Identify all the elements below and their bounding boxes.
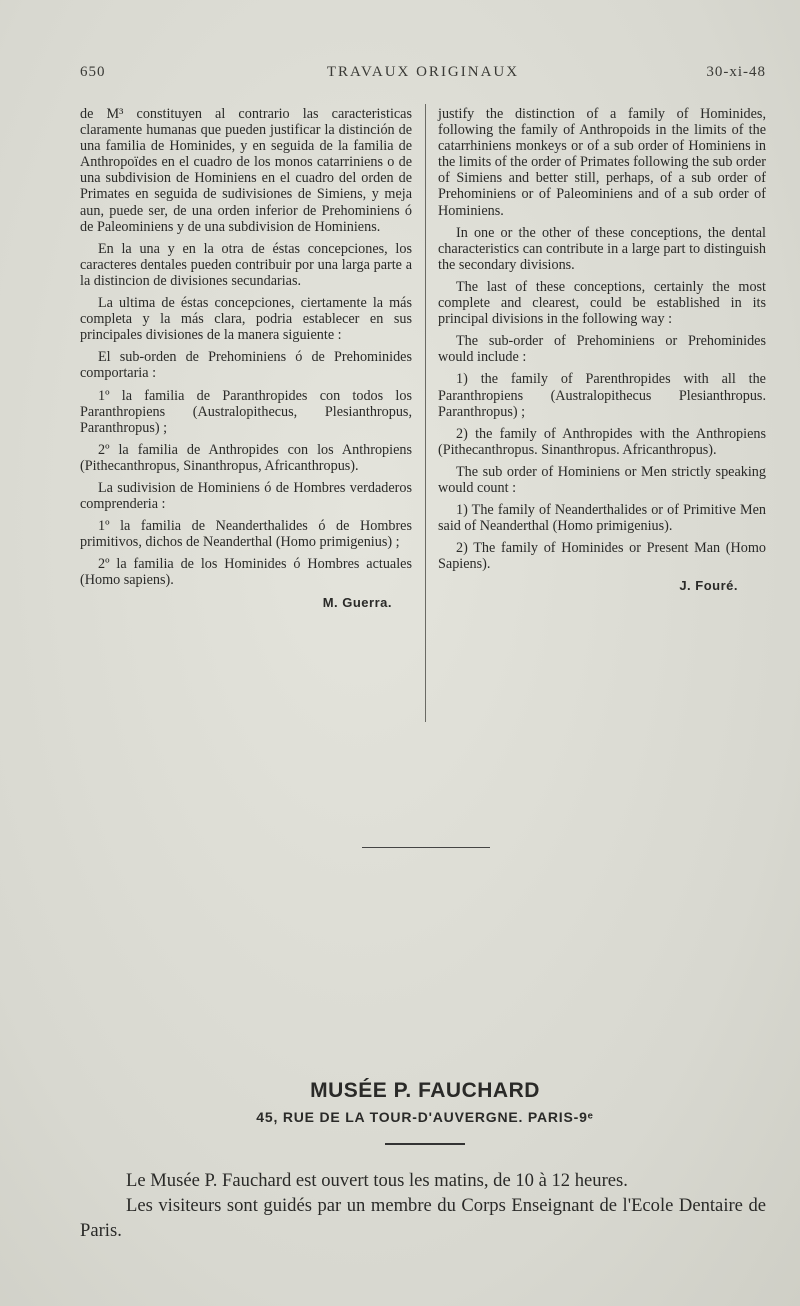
paragraph: 1) the family of Parenthropides with all the Paranthropiens (Australopithecus Plesianthropus. Paranthropus) ; — [438, 371, 766, 420]
author-signature: M. Guerra. — [322, 594, 392, 610]
notice-paragraph: Les visiteurs sont guidés par un membre du Corps Enseignant de l'Ecole Dentaire de Paris. — [80, 1195, 766, 1241]
paragraph: 2) The family of Hominides or Present Man (Homo Sapiens). — [438, 540, 766, 573]
paragraph: 2º la familia de Anthropides con los Anthropiens (Pithecanthropus, Sinanthropus, Africanthropus). — [80, 441, 412, 474]
column-divider — [425, 104, 426, 722]
paragraph: En la una y en la otra de éstas concepciones, los caracteres dentales pueden contribuir por una larga parte a la distincion de divisiones secundarias. — [80, 240, 412, 289]
page-number: 650 — [80, 64, 106, 80]
museum-address: 45, RUE DE LA TOUR-D'AUVERGNE. PARIS-9ᵉ — [256, 1109, 594, 1125]
section-separator — [362, 847, 490, 848]
left-column-spanish — [80, 106, 412, 611]
museum-rule — [385, 1143, 465, 1145]
right-column-english — [438, 106, 766, 595]
paragraph: La ultima de éstas concepciones, ciertamente la más completa y la más clara, podria establecer en sus principales divisiones de la manera siguiente : — [80, 295, 412, 344]
notice-paragraph: Le Musée P. Fauchard est ouvert tous les matins, de 10 à 12 heures. — [126, 1170, 628, 1191]
paragraph: The sub order of Hominiens or Men strictly speaking would count : — [438, 463, 766, 496]
paragraph: 2º la familia de los Hominides ó Hombres actuales (Homo sapiens). — [80, 556, 412, 589]
paragraph: La sudivision de Hominiens ó de Hombres verdaderos comprenderia : — [80, 479, 412, 513]
author-signature: J. Fouré. — [679, 578, 738, 594]
paragraph: de M³ constituyen al contrario las caracteristicas claramente humanas que pueden justificar la distinción de una familia de Hominides, y en seguida de la familia de Anthropoïdes en el cuadro de los monos catarriniens o de una subdivision de Hominiens en el cuadro del orden de Primates en seguida de sudivisiones de Simiens, y meja aun, puede ser, de una orden inferior de Prehominiens ó de Paleominiens y de una subdivision de Hominiens. — [80, 106, 412, 235]
journal-title: TRAVAUX ORIGINAUX — [326, 64, 520, 80]
paragraph: 2) the family of Anthropides with the Anthropiens (Pithecanthropus. Sinanthropus. Africanthropus). — [438, 425, 766, 458]
paragraph: justify the distinction of a family of Hominides, following the family of Anthropoids in the limits of the catarrhiniens monkeys or of a sub order of Hominiens in the limits of the order of Primates following the sub order of Simiens and better still, perhaps, of a sub order of Prehominiens or of Paleominiens and of a sub order of Hominiens. — [438, 106, 766, 219]
paragraph: The sub-order of Prehominiens or Prehominides would include : — [438, 333, 766, 366]
museum-announcement — [80, 1078, 770, 1126]
paragraph: 1º la familia de Paranthropides con todos los Paranthropiens (Australopithecus, Plesianthropus, Paranthropus) ; — [80, 387, 412, 436]
paragraph: 1º la familia de Neanderthalides ó de Hombres primitivos, dichos de Neanderthal (Homo primigenius) ; — [80, 518, 412, 551]
issue-date: 30-xi-48 — [706, 64, 766, 80]
museum-title: MUSÉE P. FAUCHARD — [310, 1079, 540, 1102]
museum-notice — [80, 1168, 766, 1243]
paragraph: 1) The family of Neanderthalides or of Primitive Men said of Neanderthal (Homo primigenius). — [438, 502, 766, 535]
paragraph: El sub-orden de Prehominiens ó de Prehominides comportaria : — [80, 349, 412, 382]
paragraph: The last of these conceptions, certainly the most complete and clearest, could be established in its principal divisions in the following way : — [438, 278, 766, 328]
paragraph: In one or the other of these conceptions, the dental characteristics can contribute in a large part to distinguish the secondary divisions. — [438, 224, 766, 273]
running-header — [80, 64, 766, 86]
